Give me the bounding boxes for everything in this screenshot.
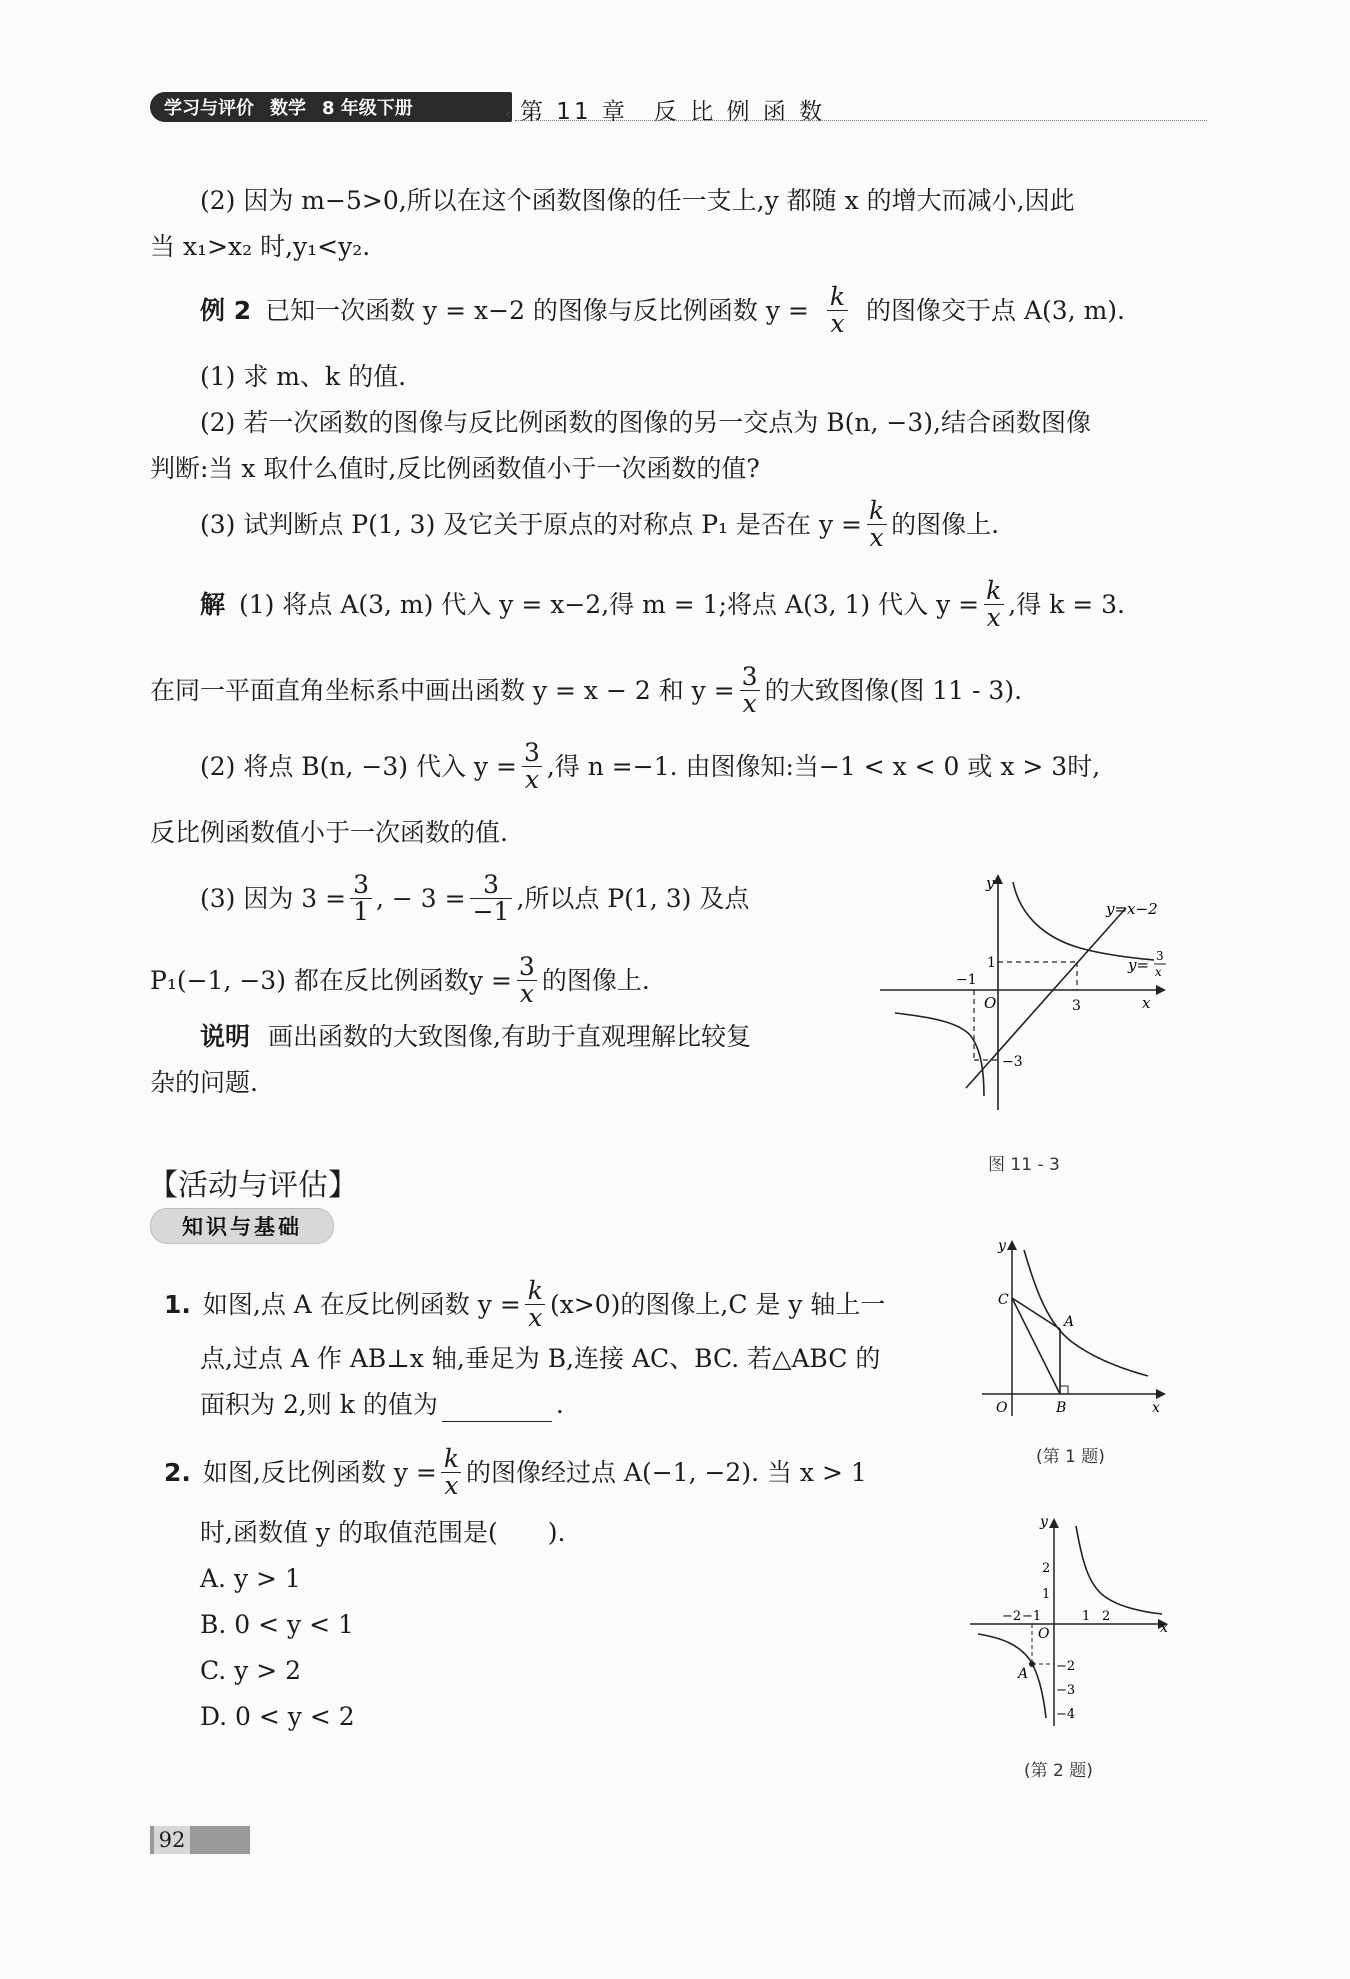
problem2-line1-a: 如图,反比例函数 y = — [202, 1457, 437, 1487]
label-one: 1 — [1082, 1609, 1091, 1624]
label-a: A — [1064, 1314, 1075, 1330]
hyperbola-branch-q1 — [1076, 1526, 1162, 1614]
label-neg-three: −3 — [1002, 1054, 1023, 1070]
solution-s2-b: ,得 n =−1. 由图像知:当−1 < x < 0 或 x > 3时, — [546, 751, 1101, 781]
label-curve-den: x — [1155, 965, 1162, 979]
label-y: y — [1040, 1514, 1048, 1530]
solution-step2-cont: 反比例函数值小于一次函数的值. — [150, 818, 508, 847]
label-y: y — [998, 1238, 1006, 1254]
label-neg-four: −4 — [1056, 1707, 1076, 1722]
header-book: 学习与评价 — [164, 98, 254, 119]
fraction-3-over-1: $\frac{3}{1}$ — [350, 872, 372, 925]
problem2-figure — [964, 1512, 1184, 1732]
problem1-figure — [976, 1236, 1176, 1426]
problem1-line1-a: 如图,点 A 在反比例函数 y = — [202, 1289, 521, 1319]
example2-q3-a: (3) 试判断点 P(1, 3) 及它关于原点的对称点 P₁ 是否在 y = — [200, 509, 862, 539]
label-line: y=x−2 — [1106, 900, 1158, 918]
problem1-number: 1. — [164, 1289, 191, 1319]
label-x: x — [1160, 1620, 1168, 1636]
solution-step1 — [200, 578, 1125, 631]
problem2-option-d[interactable]: D. 0 < y < 2 — [200, 1702, 355, 1731]
fraction-3-over-x: $\frac{3}{x}$ — [521, 740, 543, 793]
solution-s1c-a: 在同一平面直角坐标系中画出函数 y = x − 2 和 y = — [150, 675, 735, 705]
label-two-y: 2 — [1042, 1561, 1051, 1576]
label-b: B — [1056, 1400, 1067, 1416]
example2-q2-line1: (2) 若一次函数的图像与反比例函数的图像的另一交点为 B(n, −3),结合函数图像 — [200, 408, 1091, 437]
right-angle-mark — [1060, 1386, 1068, 1394]
solution-s2-a: (2) 将点 B(n, −3) 代入 y = — [200, 751, 517, 781]
problem2-line1 — [164, 1446, 867, 1499]
answer-blank[interactable] — [442, 1393, 552, 1422]
problem2-option-b[interactable]: B. 0 < y < 1 — [200, 1610, 354, 1639]
fraction-3-over-x: $\frac{3}{x}$ — [516, 954, 538, 1007]
note-line2: 杂的问题. — [150, 1068, 258, 1097]
label-curve: y= — [1128, 956, 1150, 974]
example2-stem — [200, 284, 1125, 337]
note-text: 画出函数的大致图像,有助于直观理解比较复 — [268, 1022, 751, 1051]
label-origin: O — [984, 994, 997, 1012]
section-subtitle: 知识与基础 — [150, 1208, 334, 1244]
label-a: A — [1018, 1666, 1029, 1682]
y-axis-arrow-icon — [1049, 1518, 1059, 1528]
solution-s1c-b: 的大致图像(图 11 - 3). — [764, 675, 1023, 705]
solution-s1-b: ,得 k = 3. — [1008, 589, 1125, 619]
solution-s3-c: ,所以点 P(1, 3) 及点 — [516, 883, 750, 913]
solution-s3d-a: P₁(−1, −3) 都在反比例函数y = — [150, 965, 512, 995]
header-subject: 数学 — [270, 98, 306, 119]
fraction-k-over-x: $\frac{k}{x}$ — [866, 498, 887, 551]
y-axis-arrow-icon — [1007, 1240, 1017, 1250]
problem2-number: 2. — [164, 1457, 191, 1487]
note-label: 说明 — [200, 1022, 251, 1051]
fraction-k-over-x: $\frac{k}{x}$ — [525, 1278, 546, 1331]
fraction-k-over-x: $\frac{k}{x}$ — [983, 578, 1004, 631]
label-o: O — [1038, 1626, 1050, 1642]
page-number-bar — [150, 1826, 250, 1854]
fraction-k-over-x: $\frac{k}{x}$ — [827, 284, 848, 337]
label-neg-one: −1 — [1022, 1609, 1042, 1624]
page-number: 92 — [154, 1826, 190, 1854]
y-axis-arrow-icon — [993, 874, 1003, 884]
problem2-caption: (第 2 题) — [1024, 1761, 1093, 1781]
problem2-option-c[interactable]: C. y > 2 — [200, 1656, 302, 1685]
figure-11-3 — [870, 870, 1190, 1120]
example2-q3-b: 的图像上. — [891, 509, 1000, 539]
segment-cb — [1012, 1298, 1060, 1394]
problem1-line3-end: . — [555, 1390, 564, 1419]
label-y: y — [986, 874, 995, 892]
label-curve-num: 3 — [1156, 949, 1164, 963]
problem1-caption: (第 1 题) — [1036, 1447, 1105, 1467]
prev-solution-line1: (2) 因为 m−5>0,所以在这个函数图像的任一支上,y 都随 x 的增大而减小,因此 — [200, 186, 1075, 215]
problem2-line2: 时,函数值 y 的取值范围是( ). — [200, 1518, 566, 1547]
header-arrow-icon: ‹ — [505, 104, 512, 123]
solution-label: 解 — [200, 589, 226, 619]
prev-solution-line2: 当 x₁>x₂ 时,y₁<y₂. — [150, 232, 371, 261]
problem1-line1-b: (x>0)的图像上,C 是 y 轴上一 — [549, 1289, 886, 1319]
label-neg-three: −3 — [1056, 1683, 1076, 1698]
problem1-line3 — [200, 1388, 564, 1422]
header-divider — [515, 120, 1207, 121]
label-neg-two: −2 — [1002, 1609, 1022, 1624]
example2-stem-b: 的图像交于点 A(3, m). — [866, 295, 1126, 325]
header-chapter: 第 11 章 反 比 例 函 数 — [520, 99, 826, 125]
solution-step1-cont — [150, 664, 1022, 717]
x-axis-arrow-icon — [1156, 1389, 1166, 1399]
example2-q2-line2: 判断:当 x 取什么值时,反比例函数值小于一次函数的值? — [150, 454, 760, 483]
example2-label: 例 2 — [200, 295, 252, 325]
label-o: O — [996, 1400, 1008, 1416]
label-neg-two-y: −2 — [1056, 1659, 1076, 1674]
label-x: x — [1142, 994, 1151, 1012]
example2-stem-a: 已知一次函数 y = x−2 的图像与反比例函数 y = — [265, 295, 809, 325]
hyperbola-branch-q3 — [978, 1634, 1046, 1718]
example2-q1: (1) 求 m、k 的值. — [200, 362, 407, 391]
solution-step3-cont — [150, 954, 650, 1007]
fraction-3-over-x: $\frac{3}{x}$ — [739, 664, 761, 717]
label-c: C — [998, 1292, 1009, 1308]
fraction-3-over-neg1: $\frac{3}{-1}$ — [470, 872, 513, 925]
header-grade: 8 年级下册 — [322, 98, 413, 119]
problem2-option-a[interactable]: A. y > 1 — [200, 1564, 301, 1593]
curve-k-over-x — [1024, 1250, 1148, 1376]
label-two: 2 — [1102, 1609, 1111, 1624]
label-x: x — [1152, 1400, 1160, 1416]
solution-s1-a: (1) 将点 A(3, m) 代入 y = x−2,得 m = 1;将点 A(3, 1) 代入 y = — [239, 589, 980, 619]
solution-step3 — [200, 872, 749, 925]
problem1-line1 — [164, 1278, 885, 1331]
label-three: 3 — [1072, 998, 1081, 1014]
solution-s3d-b: 的图像上. — [541, 965, 650, 995]
note-line1 — [200, 1020, 751, 1054]
label-one: 1 — [987, 955, 996, 971]
label-one-y: 1 — [1042, 1587, 1051, 1602]
x-axis-arrow-icon — [1156, 985, 1166, 995]
hyperbola-branch-q1 — [1013, 882, 1154, 960]
solution-s3-b: , − 3 = — [376, 883, 466, 913]
problem2-line1-b: 的图像经过点 A(−1, −2). 当 x > 1 — [465, 1457, 867, 1487]
problem1-line3-text: 面积为 2,则 k 的值为 — [200, 1390, 438, 1419]
solution-s3-a: (3) 因为 3 = — [200, 883, 347, 913]
header-badge — [150, 92, 512, 122]
section-title: 【活动与评估】 — [148, 1168, 358, 1203]
fraction-k-over-x: $\frac{k}{x}$ — [441, 1446, 462, 1499]
example2-q3 — [200, 498, 999, 551]
figure-11-3-caption: 图 11 - 3 — [988, 1155, 1060, 1175]
solution-step2 — [200, 740, 1100, 793]
problem1-line2: 点,过点 A 作 AB⊥x 轴,垂足为 B,连接 AC、BC. 若△ABC 的 — [200, 1344, 881, 1373]
label-neg-one: −1 — [956, 972, 977, 988]
